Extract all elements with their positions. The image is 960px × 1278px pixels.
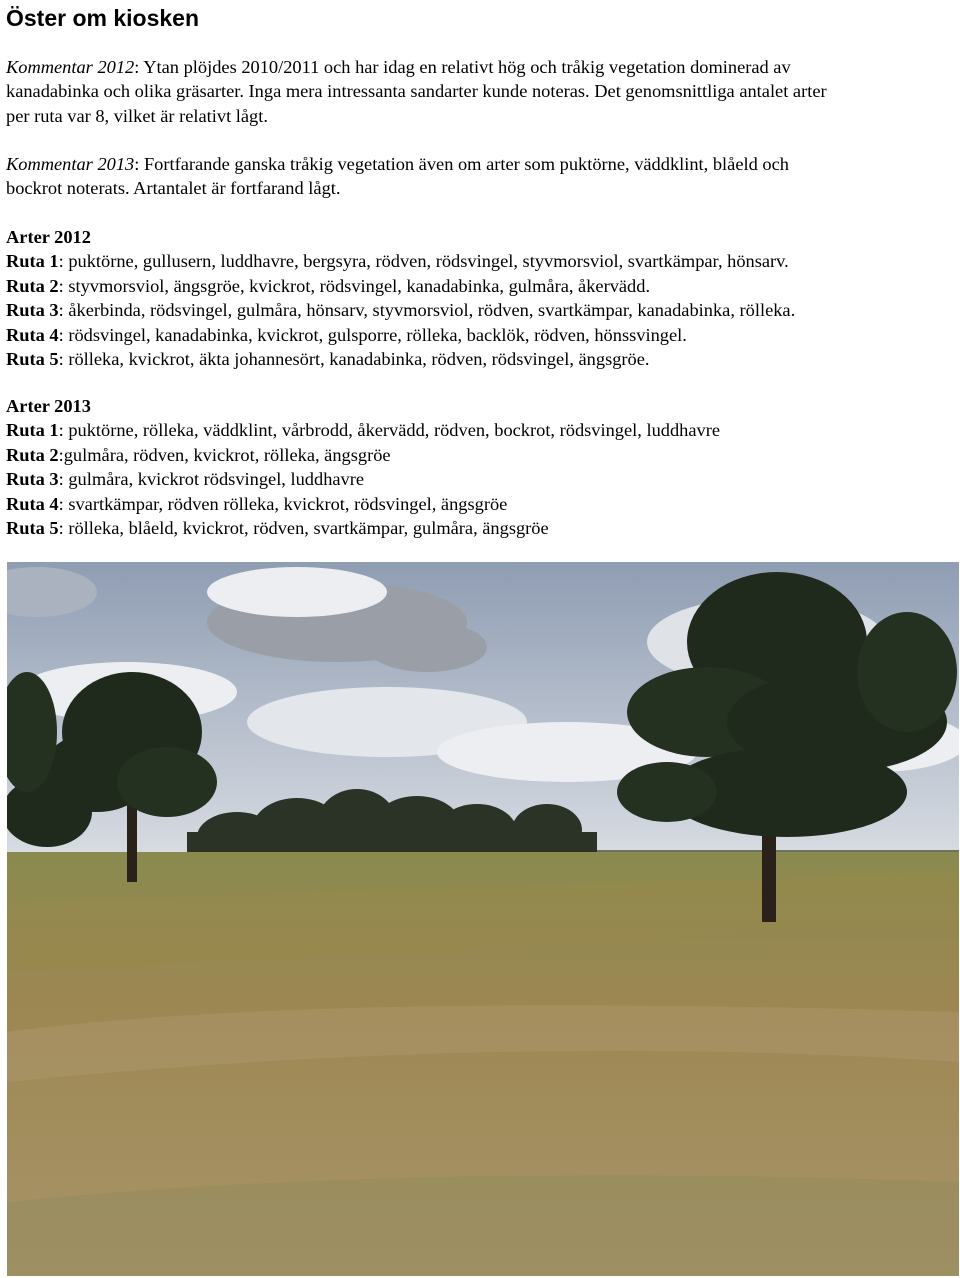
species-2013-row: Ruta 4: svartkämpar, rödven rölleka, kvickrot, rödsvingel, ängsgröe bbox=[6, 493, 508, 514]
comment-2013-label: Kommentar 2013 bbox=[6, 154, 135, 174]
species-2012-row: Ruta 1: puktörne, gullusern, luddhavre, bergsyra, rödven, rödsvingel, styvmorsviol, svartkämpar, hönsarv. bbox=[6, 251, 789, 272]
comment-2012-label: Kommentar 2012 bbox=[6, 57, 135, 77]
cloud-dark bbox=[367, 622, 487, 672]
landscape-photo-illustration bbox=[7, 562, 959, 1276]
species-2013-row: Ruta 1: puktörne, rölleka, väddklint, vårbrodd, åkervädd, rödven, bockrot, rödsvingel, luddhavre bbox=[6, 420, 720, 441]
comment-2012 bbox=[6, 55, 956, 128]
comment-2012-line-1: Kommentar 2012: Ytan plöjdes 2010/2011 och har idag en relativt hög och tråkig vegetation dominerad av bbox=[6, 57, 791, 77]
comment-2012-line-3: per ruta var 8, vilket är relativt lågt. bbox=[6, 105, 268, 126]
species-2012-row: Ruta 5: rölleka, kvickrot, äkta johannesört, kanadabinka, rödven, rödsvingel, ängsgröe. bbox=[6, 349, 650, 370]
comment-2013-line-1: Kommentar 2013: Fortfarande ganska tråkig vegetation även om arter som puktörne, väddklint, blåeld och bbox=[6, 154, 789, 174]
species-2012-heading: Arter 2012 bbox=[6, 227, 91, 247]
comment-2013 bbox=[6, 152, 956, 201]
species-2013-row: Ruta 3: gulmåra, kvickrot rödsvingel, luddhavre bbox=[6, 469, 365, 490]
species-2012-section bbox=[6, 225, 956, 371]
page-title: Öster om kiosken bbox=[6, 5, 200, 31]
species-2013-row: Ruta 2:gulmåra, rödven, kvickrot, rölleka, ängsgröe bbox=[6, 444, 391, 465]
meadow-band bbox=[7, 1175, 959, 1276]
species-2013-row: Ruta 5: rölleka, blåeld, kvickrot, rödven, svartkämpar, gulmåra, ängsgröe bbox=[6, 518, 549, 539]
landscape-photo bbox=[7, 562, 959, 1276]
comment-2012-line-2: kanadabinka och olika gräsarter. Inga mera intressanta sandarter kunde noteras. Det genomsnittliga antalet arter bbox=[6, 81, 827, 102]
cloud-light bbox=[207, 567, 387, 617]
species-2013-section bbox=[6, 394, 956, 540]
comment-2013-line-2: bockrot noterats. Artantalet är fortfarand lågt. bbox=[6, 178, 341, 199]
species-2012-row: Ruta 3: åkerbinda, rödsvingel, gulmåra, hönsarv, styvmorsviol, rödven, svartkämpar, kanadabinka, rölleka. bbox=[6, 300, 796, 321]
species-2013-heading: Arter 2013 bbox=[6, 396, 91, 416]
species-2012-row: Ruta 2: styvmorsviol, ängsgröe, kvickrot, rödsvingel, kanadabinka, gulmåra, åkervädd. bbox=[6, 275, 651, 296]
species-2012-row: Ruta 4: rödsvingel, kanadabinka, kvickrot, gulsporre, rölleka, backlök, rödven, hönssvingel. bbox=[6, 324, 687, 345]
